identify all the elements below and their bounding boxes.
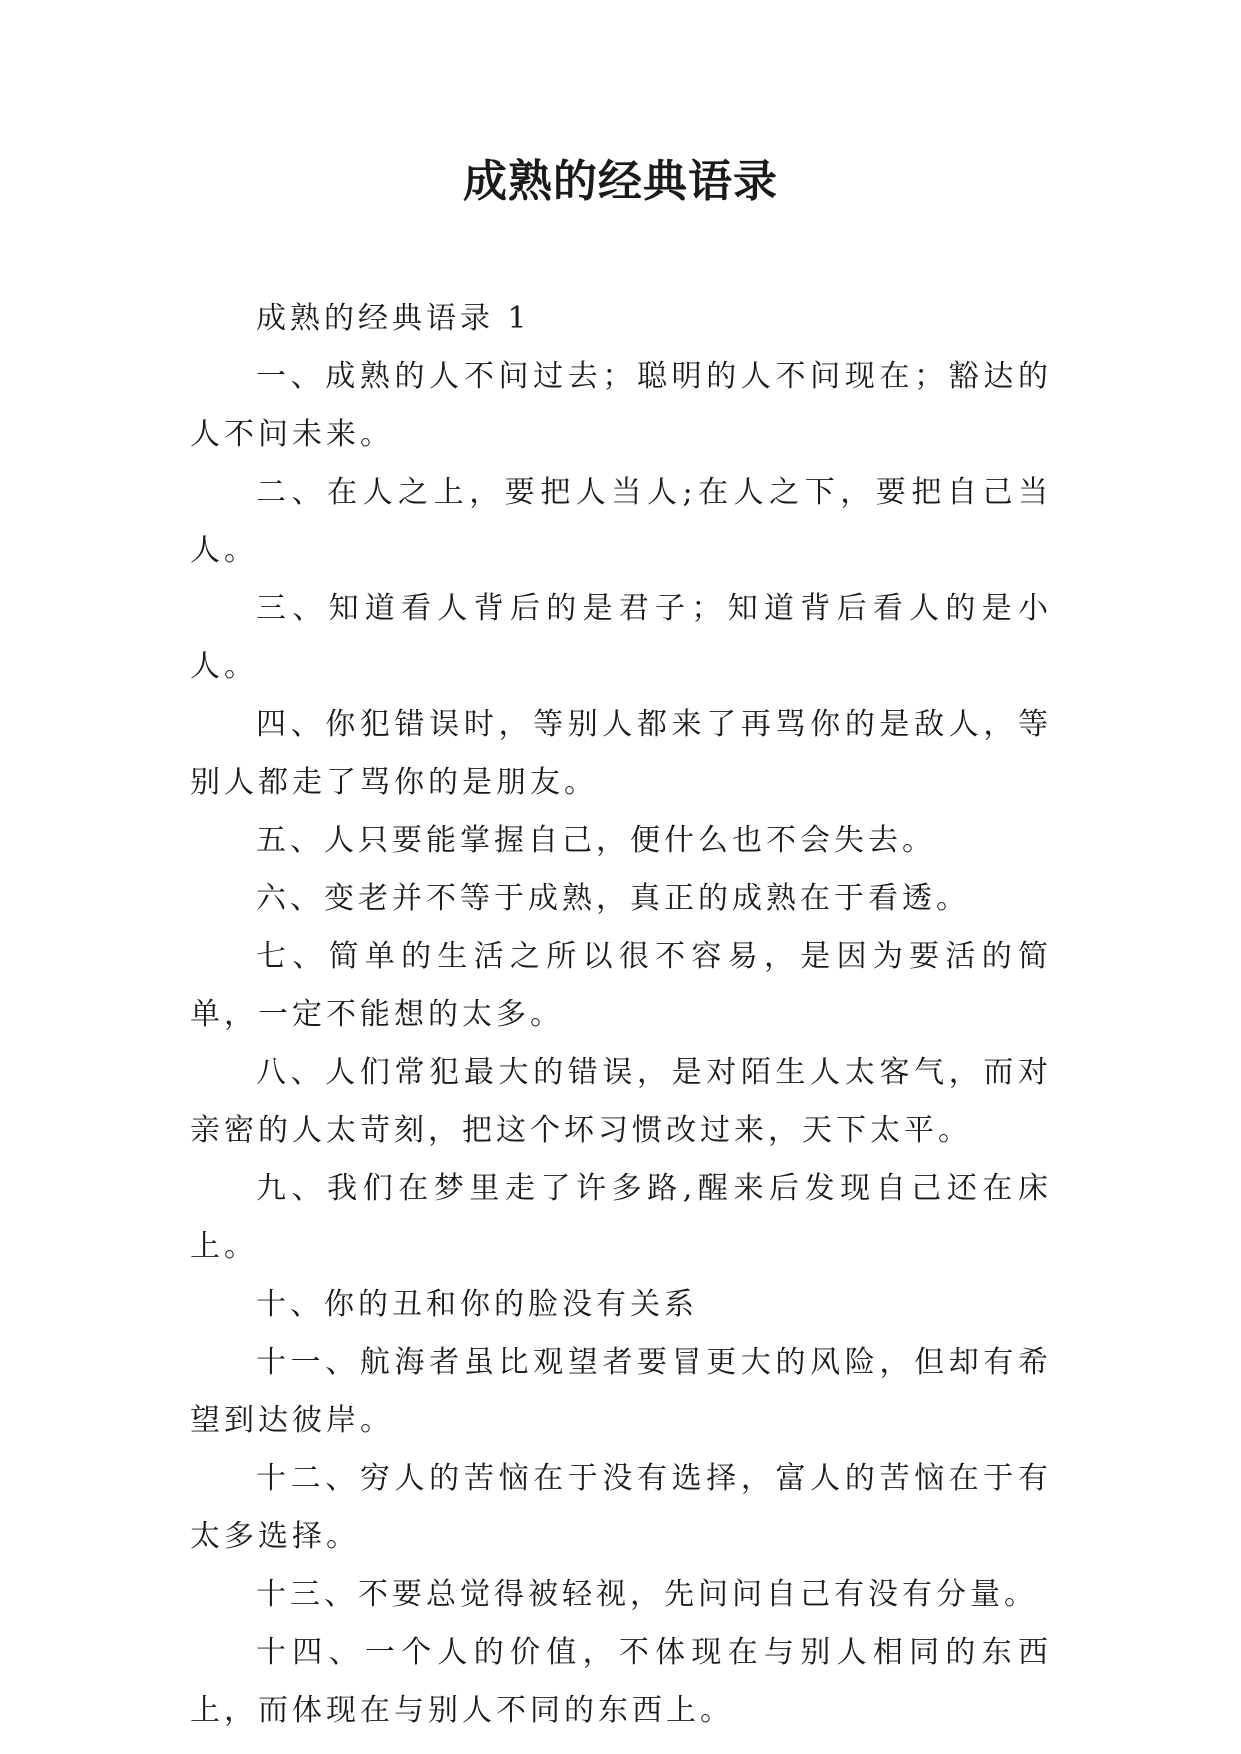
quote-paragraph: 十、你的丑和你的脸没有关系 <box>256 1287 698 1322</box>
quote-paragraph: 三、知道看人背后的是君子；知道背后看人的是小人。 <box>190 591 1052 684</box>
document-title: 成熟的经典语录 <box>463 156 778 207</box>
quote-paragraph: 十四、一个人的价值，不体现在与别人相同的东西上，而体现在与别人不同的东西上。 <box>190 1635 1052 1728</box>
quote-paragraph: 十二、穷人的苦恼在于没有选择，富人的苦恼在于有太多选择。 <box>190 1461 1052 1554</box>
quote-paragraph: 八、人们常犯最大的错误，是对陌生人太客气，而对亲密的人太苛刻，把这个坏习惯改过来，天下太平。 <box>190 1055 1052 1148</box>
quote-paragraph: 十一、航海者虽比观望者要冒更大的风险，但却有希望到达彼岸。 <box>190 1345 1052 1438</box>
quote-paragraph: 九、我们在梦里走了许多路,醒来后发现自己还在床上。 <box>190 1171 1052 1264</box>
quote-paragraph: 六、变老并不等于成熟，真正的成熟在于看透。 <box>256 881 970 916</box>
quote-paragraph: 四、你犯错误时，等别人都来了再骂你的是敌人，等别人都走了骂你的是朋友。 <box>190 707 1052 800</box>
document-body <box>190 290 1052 1740</box>
quote-paragraph: 十三、不要总觉得被轻视，先问问自己有没有分量。 <box>256 1577 1038 1612</box>
quote-paragraph: 七、简单的生活之所以很不容易，是因为要活的简单，一定不能想的太多。 <box>190 939 1052 1032</box>
quote-paragraph: 五、人只要能掌握自己，便什么也不会失去。 <box>256 823 936 858</box>
section-heading: 成熟的经典语录 1 <box>256 301 531 336</box>
quote-paragraph: 一、成熟的人不问过去；聪明的人不问现在；豁达的人不问未来。 <box>190 359 1052 452</box>
quote-paragraph: 二、在人之上，要把人当人;在人之下，要把自己当人。 <box>190 475 1052 568</box>
